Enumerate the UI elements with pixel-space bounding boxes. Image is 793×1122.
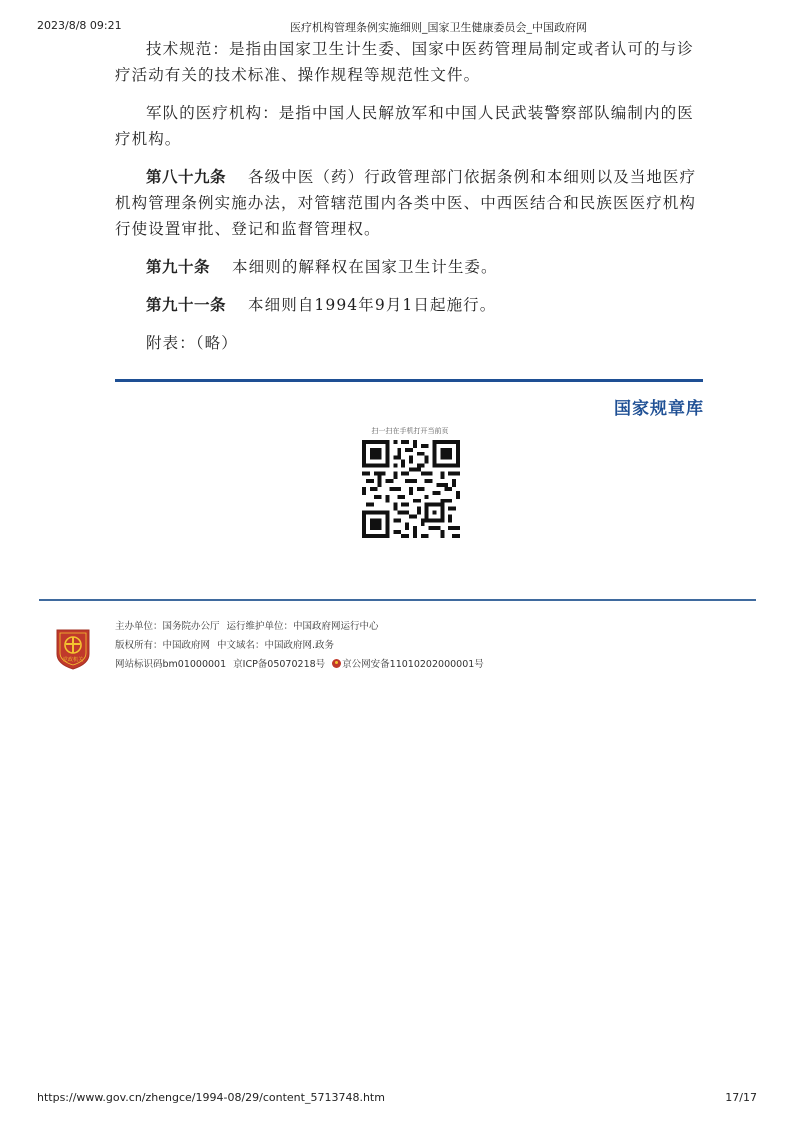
- badge-text: 党政机关: [62, 657, 84, 663]
- site-footer-info: [115, 618, 491, 675]
- footer-divider: [39, 599, 756, 601]
- article-90: [115, 254, 705, 280]
- article-91: [115, 292, 705, 318]
- article-number: 第九十一条: [146, 296, 227, 314]
- police-emblem-icon: [332, 659, 341, 668]
- paragraph-text: 军队的医疗机构：是指中国人民解放军和中国人民武装警察部队编制内的医疗机构。: [115, 104, 694, 148]
- qr-code-icon[interactable]: [362, 440, 460, 538]
- article-89: [115, 164, 705, 242]
- print-header-title: 医疗机构管理条例实施细则_国家卫生健康委员会_中国政府网: [290, 21, 587, 34]
- article-text: 各级中医（药）行政管理部门依据条例和本细则以及当地医疗机构管理条例实施办法，对管辖范围内各类中医、中西医结合和民族医医疗机构行使设置审批、登记和监督管理权。: [115, 168, 697, 238]
- regulation-content: [115, 36, 705, 368]
- article-number: 第八十九条: [146, 168, 227, 186]
- icp-link[interactable]: 京ICP备05070218号: [233, 659, 326, 670]
- paragraph-attachment: [115, 330, 705, 356]
- paragraph-text: 附表：（略）: [146, 334, 238, 352]
- operator-unit: 运行维护单位：中国政府网运行中心: [226, 621, 379, 632]
- paragraph-technical-norms: [115, 36, 705, 88]
- footer-line-host: [115, 618, 491, 637]
- police-record-link[interactable]: 京公网安备11010202000001号: [342, 659, 484, 670]
- copyright: 版权所有：中国政府网: [115, 640, 211, 651]
- print-footer-url: https://www.gov.cn/zhengce/1994-08/29/content_5713748.htm: [37, 1091, 385, 1104]
- article-text: 本细则的解释权在国家卫生计生委。: [232, 258, 498, 276]
- chinese-domain: 中文域名：中国政府网.政务: [217, 640, 335, 651]
- host-unit: 主办单位：国务院办公厅: [115, 621, 220, 632]
- party-government-badge-icon[interactable]: [55, 628, 91, 670]
- paragraph-military-medical: [115, 100, 705, 152]
- footer-line-registration: [115, 656, 491, 675]
- qr-section: [360, 426, 460, 542]
- paragraph-text: 技术规范：是指由国家卫生计生委、国家中医药管理局制定或者认可的与诊疗活动有关的技术标准、操作规程等规范性文件。: [115, 40, 694, 84]
- article-number: 第九十条: [146, 258, 211, 276]
- article-text: 本细则自1994年9月1日起施行。: [248, 296, 497, 314]
- qr-caption: 扫一扫在手机打开当前页: [371, 427, 449, 435]
- site-id: 网站标识码bm01000001: [115, 659, 227, 670]
- content-divider: [115, 379, 703, 382]
- regulation-repository-logo[interactable]: 国家规章库: [614, 399, 704, 419]
- print-footer-page: 17/17: [725, 1091, 757, 1104]
- print-header-datetime: 2023/8/8 09:21: [37, 19, 122, 32]
- footer-line-copyright: [115, 637, 491, 656]
